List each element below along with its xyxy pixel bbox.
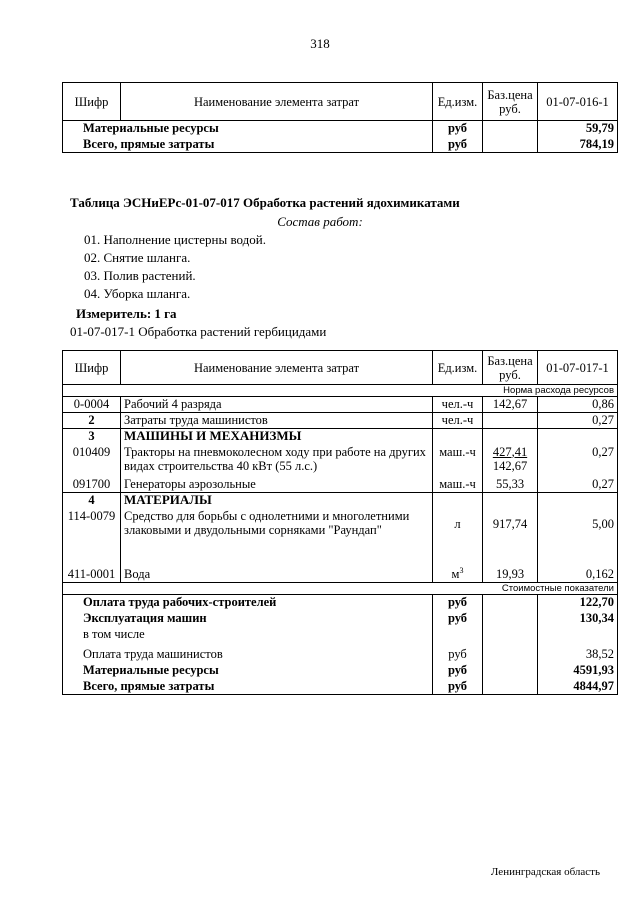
summary-name: Материальные ресурсы [63,663,433,679]
header-base-price: Баз.цена руб. [483,351,538,385]
summary-row [63,647,618,663]
summary-name: Эксплуатация машин [63,611,433,627]
row-name: МАШИНЫ И МЕХАНИЗМЫ [121,429,433,445]
summary-value: 4591,93 [538,663,618,679]
summary-unit: руб [433,663,483,679]
cost-table-017 [62,350,618,695]
header-name: Наименование элемента затрат [121,351,433,385]
row-value: 0,86 [538,397,618,413]
row-name: Генераторы аэрозольные [121,477,433,493]
cost-table-016 [62,82,618,153]
row-price: 142,67 [483,397,538,413]
row-price: 19,93 [483,567,538,583]
header-id: 01-07-016-1 [538,83,618,121]
summary-row [63,627,618,647]
row-unit: руб [433,137,483,153]
row-code: 4 [63,493,121,509]
row-name: Вода [121,567,433,583]
row-price: 55,33 [483,477,538,493]
table-row [63,567,618,583]
work-step: 04. Уборка шланга. [84,286,191,301]
norm-label: Норма расхода ресурсов [63,385,618,397]
summary-unit: руб [433,679,483,695]
row-value: 5,00 [538,509,618,567]
row-price: 917,74 [483,509,538,567]
table-row [63,413,618,429]
table-row [63,445,618,477]
summary-row [63,595,618,611]
row-value: 0,162 [538,567,618,583]
summary-value: 130,34 [538,611,618,627]
row-name: Тракторы на пневмоколесном ходу при работе на других видах строительства 40 кВт (55 л.с.) [121,445,433,477]
page-number: 318 [310,36,330,51]
row-unit: чел.-ч [433,397,483,413]
summary-name: Оплата труда рабочих-строителей [63,595,433,611]
row-code: 010409 [63,445,121,477]
row-unit-sup: 3 [459,565,464,575]
row-value: 0,27 [538,413,618,429]
table-row [63,493,618,509]
summary-value: 4844,97 [538,679,618,695]
row-name: Материальные ресурсы [63,121,433,137]
measure: Измеритель: 1 га [76,306,177,321]
table-row [63,429,618,445]
summary-value: 122,70 [538,595,618,611]
row-name: Затраты труда машинистов [121,413,433,429]
row-price [483,445,538,477]
header-base-price: Баз.цена руб. [483,83,538,121]
header-unit: Ед.изм. [433,83,483,121]
summary-name: Всего, прямые затраты [63,679,433,695]
summary-row [63,663,618,679]
row-unit: л [433,509,483,567]
row-price-main: 427,41 [492,444,528,459]
row-code: 0-0004 [63,397,121,413]
table-row [63,509,618,567]
cost-label: Стоимостные показатели [63,583,618,595]
summary-name: в том числе [63,627,433,647]
row-name: Средство для борьбы с однолетними и многолетними злаковыми и двудольными сорняками "Раундап" [121,509,433,567]
table-title: Таблица ЭСНиЕРс-01-07-017 Обработка растений ядохимикатами [70,195,460,210]
row-value: 784,19 [538,137,618,153]
summary-row [63,679,618,695]
row-value: 59,79 [538,121,618,137]
header-code: Шифр [63,351,121,385]
row-code: 3 [63,429,121,445]
row-unit: маш.-ч [433,445,483,477]
subtitle: 01-07-017-1 Обработка растений гербицидами [70,324,327,339]
table-row [63,137,618,153]
table-row [63,397,618,413]
table-header-row [63,351,618,385]
summary-row [63,611,618,627]
row-name: Рабочий 4 разряда [121,397,433,413]
row-price-sub: 142,67 [492,458,528,473]
row-value: 0,27 [538,477,618,493]
row-code: 114-0079 [63,509,121,567]
work-step: 01. Наполнение цистерны водой. [84,232,266,247]
table-header-row [63,83,618,121]
composition-label: Состав работ: [277,214,363,229]
row-name: МАТЕРИАЛЫ [121,493,433,509]
summary-unit: руб [433,611,483,627]
row-code: 091700 [63,477,121,493]
row-unit: руб [433,121,483,137]
row-unit-text: м [451,566,460,581]
header-id: 01-07-017-1 [538,351,618,385]
summary-value: 38,52 [538,647,618,663]
work-step: 02. Снятие шланга. [84,250,191,265]
header-code: Шифр [63,83,121,121]
table-row [63,121,618,137]
row-unit: чел.-ч [433,413,483,429]
footer-region: Ленинградская область [490,866,600,878]
summary-unit: руб [433,647,483,663]
summary-unit: руб [433,595,483,611]
work-step: 03. Полив растений. [84,268,196,283]
table-row [63,477,618,493]
row-unit [433,567,483,583]
row-code: 411-0001 [63,567,121,583]
row-unit: маш.-ч [433,477,483,493]
header-name: Наименование элемента затрат [121,83,433,121]
summary-name: Оплата труда машинистов [63,647,433,663]
header-unit: Ед.изм. [433,351,483,385]
row-value: 0,27 [538,445,618,477]
row-name: Всего, прямые затраты [63,137,433,153]
row-code: 2 [63,413,121,429]
